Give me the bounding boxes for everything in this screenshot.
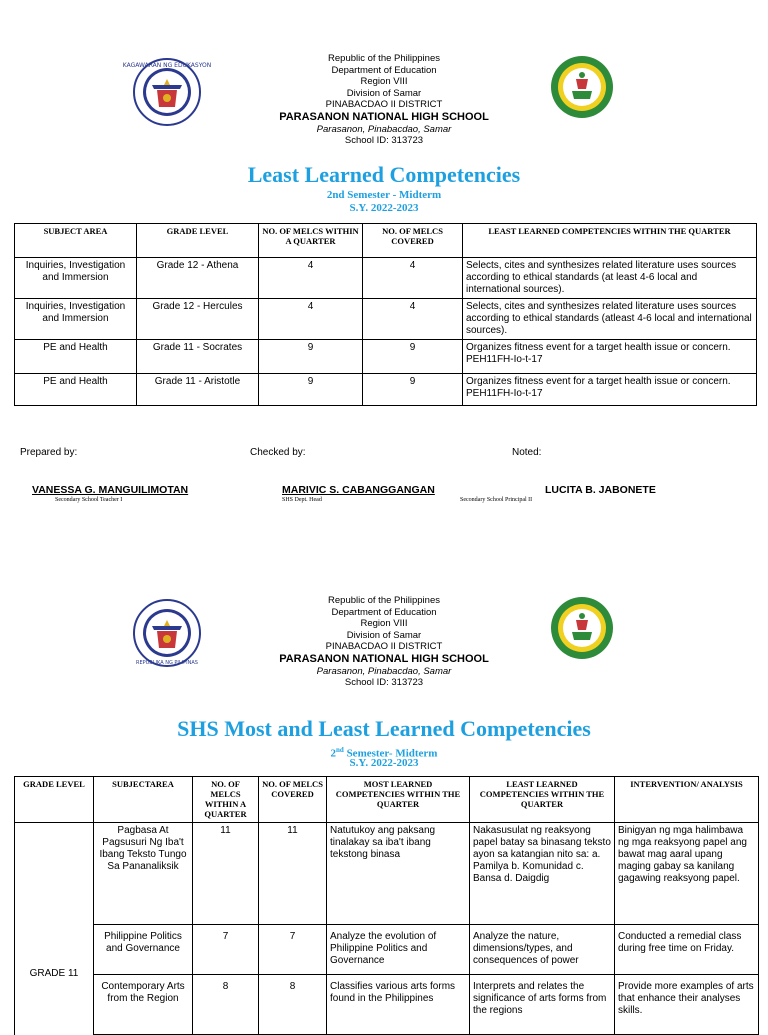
section1-subtitle-semester: 2nd Semester - Midterm <box>326 189 442 201</box>
prepared-position: Secondary School Teacher I <box>55 497 123 503</box>
header-line-region: Region VIII <box>360 618 408 629</box>
col-most-learned: MOST LEARNED COMPETENCIES WITHIN THE QUARTER <box>327 777 470 823</box>
header-line-republic: Republic of the Philippines <box>328 595 440 606</box>
cell-within: 4 <box>259 258 363 299</box>
cell-within: 9 <box>259 374 363 406</box>
noted-position: Secondary School Principal II <box>460 497 533 503</box>
section1-subtitle-sy: S.Y. 2022-2023 <box>349 202 419 214</box>
cell-covered: 7 <box>259 925 327 975</box>
cell-intervention: Binigyan ng mga halimbawa ng mga reaksyong papel ang bawat mag aaral upang maging gabay sa kanilang gagawing reaksyong papel. <box>615 823 759 925</box>
col-melcs-covered: NO. OF MELCS COVERED <box>363 224 463 258</box>
cell-most: Classifies various arts forms found in the Philippines <box>327 975 470 1035</box>
cell-competency: Selects, cites and synthesizes related literature uses sources according to ethical standards (at least 4-6 local and international sources). <box>463 258 757 299</box>
col-least-learned: LEAST LEARNED COMPETENCIES WITHIN THE QUARTER <box>470 777 615 823</box>
letterhead-1 <box>0 53 768 147</box>
school-name: PARASANON NATIONAL HIGH SCHOOL <box>279 652 489 665</box>
table-row <box>15 340 757 374</box>
checked-position: SHS Dept. Head <box>282 497 322 503</box>
grade-label: GRADE 11 <box>29 967 79 979</box>
col-intervention: INTERVENTION/ ANALYSIS <box>615 777 759 823</box>
cell-subject: Pagbasa At Pagsusuri Ng Iba't Ibang Teksto Tungo Sa Pananaliksik <box>94 823 193 925</box>
seal-top-text: KAGAWARAN NG EDUKASYON <box>122 62 212 69</box>
noted-label: Noted: <box>512 447 542 458</box>
table-header-row <box>15 224 757 258</box>
cell-grade: Grade 11 - Aristotle <box>137 374 259 406</box>
cell-most: Natutukoy ang paksang tinalakay sa iba't ibang tekstong binasa <box>327 823 470 925</box>
semester-suffix: nd <box>336 746 344 754</box>
cell-within: 8 <box>193 975 259 1035</box>
table-row <box>15 374 757 406</box>
header-line-deped: Department of Education <box>331 64 437 76</box>
cell-subject: Contemporary Arts from the Region <box>94 975 193 1035</box>
cell-grade: Grade 11 - Socrates <box>137 340 259 374</box>
cell-covered: 9 <box>363 340 463 374</box>
header-line-region: Region VIII <box>360 76 408 87</box>
cell-subject: Philippine Politics and Governance <box>94 925 193 975</box>
table-row <box>15 823 759 925</box>
prepared-name: VANESSA G. MANGUILIMOTAN <box>32 484 189 496</box>
col-grade-level: GRADE LEVEL <box>137 224 259 258</box>
cell-covered: 9 <box>363 374 463 406</box>
col-least-learned: LEAST LEARNED COMPETENCIES WITHIN THE QUARTER <box>463 224 757 258</box>
cell-most: Analyze the evolution of Philippine Politics and Governance <box>327 925 470 975</box>
cell-within: 9 <box>259 340 363 374</box>
table-header-row <box>15 777 759 823</box>
school-id: School ID: 313723 <box>344 135 424 146</box>
header-line-district: PINABACDAO II DISTRICT <box>325 641 443 652</box>
checked-by-label: Checked by: <box>250 447 306 458</box>
cell-grade: Grade 12 - Hercules <box>137 299 259 340</box>
section2-subtitle-sy: S.Y. 2022-2023 <box>349 757 419 769</box>
table-row <box>15 299 757 340</box>
school-address: Parasanon, Pinabacdao, Samar <box>316 665 452 677</box>
cell-competency: Selects, cites and synthesizes related literature uses sources according to ethical standards (atleast 4-6 local and international sources). <box>463 299 757 340</box>
most-least-learned-table <box>14 776 759 1035</box>
header-line-division: Division of Samar <box>346 87 422 99</box>
section2-title: SHS Most and Least Learned Competencies <box>177 716 591 741</box>
cell-subject: PE and Health <box>15 340 137 374</box>
school-address: Parasanon, Pinabacdao, Samar <box>316 123 452 135</box>
cell-least: Interprets and relates the significance of arts forms from the regions <box>470 975 615 1035</box>
col-melcs-within: NO. OF MELCS WITHIN A QUARTER <box>193 777 259 823</box>
cell-subject: Inquiries, Investigation and Immersion <box>15 299 137 340</box>
cell-grade <box>15 823 94 1035</box>
cell-competency: Organizes fitness event for a target health issue or concern. PEH11FH-Io-t-17 <box>463 340 757 374</box>
table-row <box>15 975 759 1035</box>
semester-number: 2 <box>330 747 337 760</box>
cell-covered: 11 <box>259 823 327 925</box>
checked-name: MARIVIC S. CABANGGANGAN <box>282 484 435 496</box>
col-grade-level: GRADE LEVEL <box>15 777 94 823</box>
col-subject-area: SUBJECTAREA <box>94 777 193 823</box>
col-melcs-covered: NO. OF MELCS COVERED <box>259 777 327 823</box>
cell-covered: 4 <box>363 299 463 340</box>
table-row <box>15 258 757 299</box>
noted-name: LUCITA B. JABONETE <box>545 484 656 496</box>
cell-within: 11 <box>193 823 259 925</box>
col-subject-area: SUBJECT AREA <box>15 224 137 258</box>
cell-subject: PE and Health <box>15 374 137 406</box>
cell-covered: 4 <box>363 258 463 299</box>
cell-intervention: Conducted a remedial class during free time on Friday. <box>615 925 759 975</box>
semester-text: Semester- Midterm <box>343 747 438 760</box>
section1-title: Least Learned Competencies <box>247 162 521 187</box>
cell-competency: Organizes fitness event for a target health issue or concern. PEH11FH-Io-t-17 <box>463 374 757 406</box>
cell-intervention: Provide more examples of arts that enhance their analyses skills. <box>615 975 759 1035</box>
cell-grade: Grade 12 - Athena <box>137 258 259 299</box>
cell-subject: Inquiries, Investigation and Immersion <box>15 258 137 299</box>
cell-within: 4 <box>259 299 363 340</box>
cell-covered: 8 <box>259 975 327 1035</box>
school-name: PARASANON NATIONAL HIGH SCHOOL <box>279 110 489 123</box>
header-line-deped: Department of Education <box>331 606 437 618</box>
table-row <box>15 925 759 975</box>
cell-within: 7 <box>193 925 259 975</box>
cell-least: Analyze the nature, dimensions/types, and consequences of power <box>470 925 615 975</box>
col-melcs-within: NO. OF MELCS WITHIN A QUARTER <box>259 224 363 258</box>
header-line-division: Division of Samar <box>346 629 422 641</box>
letterhead-2 <box>0 595 768 689</box>
least-learned-table <box>14 223 757 406</box>
header-line-district: PINABACDAO II DISTRICT <box>325 99 443 110</box>
prepared-by-label: Prepared by: <box>20 447 78 458</box>
school-id: School ID: 313723 <box>344 677 424 688</box>
header-line-republic: Republic of the Philippines <box>328 53 440 64</box>
seal-bottom-text: REPUBLIKA NG PILIPINAS <box>136 660 198 666</box>
cell-least: Nakasusulat ng reaksyong papel batay sa binasang teksto ayon sa katangian nito sa: a. Pamilya b. Komunidad c. Bansa d. Daigdig <box>470 823 615 925</box>
